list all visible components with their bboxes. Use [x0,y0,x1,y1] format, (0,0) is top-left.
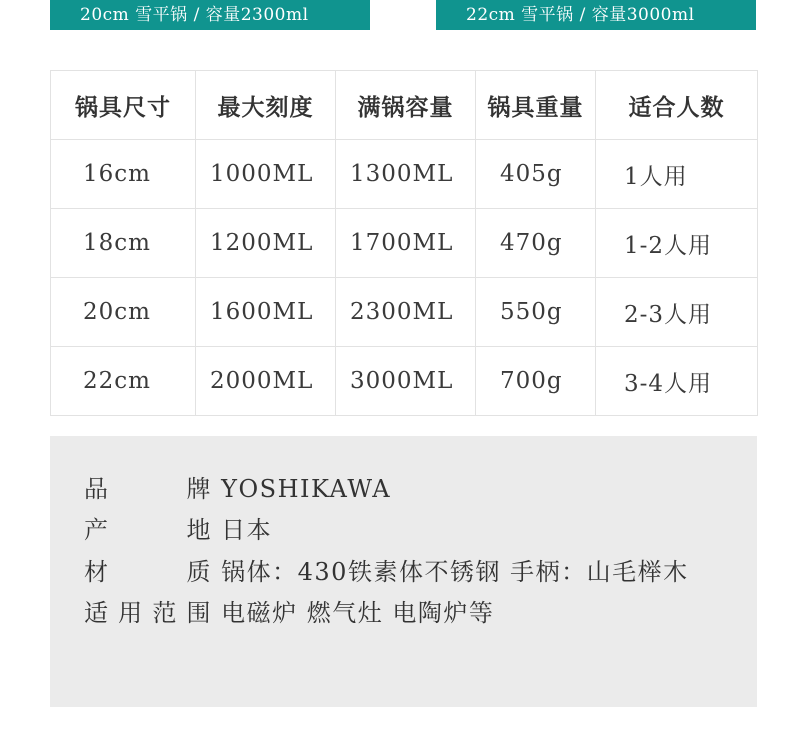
cell-max-scale: 2000ML [196,347,336,416]
size-banner-22cm: 22cm 雪平锅 / 容量3000ml [436,0,756,30]
material-value: 锅体：430铁素体不锈钢 手柄：山毛榉木 [221,558,689,586]
usage-value: 电磁炉 燃气灶 电陶炉等 [221,599,495,627]
info-row-material [84,555,689,589]
cell-size: 20cm [51,278,196,347]
cell-full-capacity: 1300ML [336,140,476,209]
material-label: 材质 [84,558,212,586]
table-row [51,347,758,416]
origin-label: 产地 [84,516,212,544]
info-row-brand [84,472,391,506]
cell-servings: 3-4人用 [596,347,758,416]
cell-weight: 405g [476,140,596,209]
header-max-scale: 最大刻度 [196,71,336,140]
brand-value: YOSHIKAWA [221,475,392,503]
cell-weight: 550g [476,278,596,347]
size-banner-20cm: 20cm 雪平锅 / 容量2300ml [50,0,370,30]
cell-full-capacity: 2300ML [336,278,476,347]
cell-servings: 1-2人用 [596,209,758,278]
header-pot-weight: 锅具重量 [476,71,596,140]
cell-servings: 1人用 [596,140,758,209]
usage-label: 适用范围 [84,599,212,627]
cell-weight: 700g [476,347,596,416]
cell-max-scale: 1600ML [196,278,336,347]
cell-size: 16cm [51,140,196,209]
spec-table [50,70,758,416]
header-full-capacity: 满锅容量 [336,71,476,140]
cell-weight: 470g [476,209,596,278]
table-row [51,278,758,347]
spec-table-header-row [51,71,758,140]
cell-full-capacity: 3000ML [336,347,476,416]
table-row [51,209,758,278]
header-pot-size: 锅具尺寸 [51,71,196,140]
cell-size: 18cm [51,209,196,278]
info-row-origin [84,513,272,547]
cell-full-capacity: 1700ML [336,209,476,278]
cell-size: 22cm [51,347,196,416]
table-row [51,140,758,209]
origin-value: 日本 [221,516,273,544]
info-row-usage [84,596,494,630]
header-servings: 适合人数 [596,71,758,140]
cell-max-scale: 1000ML [196,140,336,209]
product-info-panel [50,436,757,707]
cell-servings: 2-3人用 [596,278,758,347]
cell-max-scale: 1200ML [196,209,336,278]
brand-label: 品牌 [84,475,212,503]
